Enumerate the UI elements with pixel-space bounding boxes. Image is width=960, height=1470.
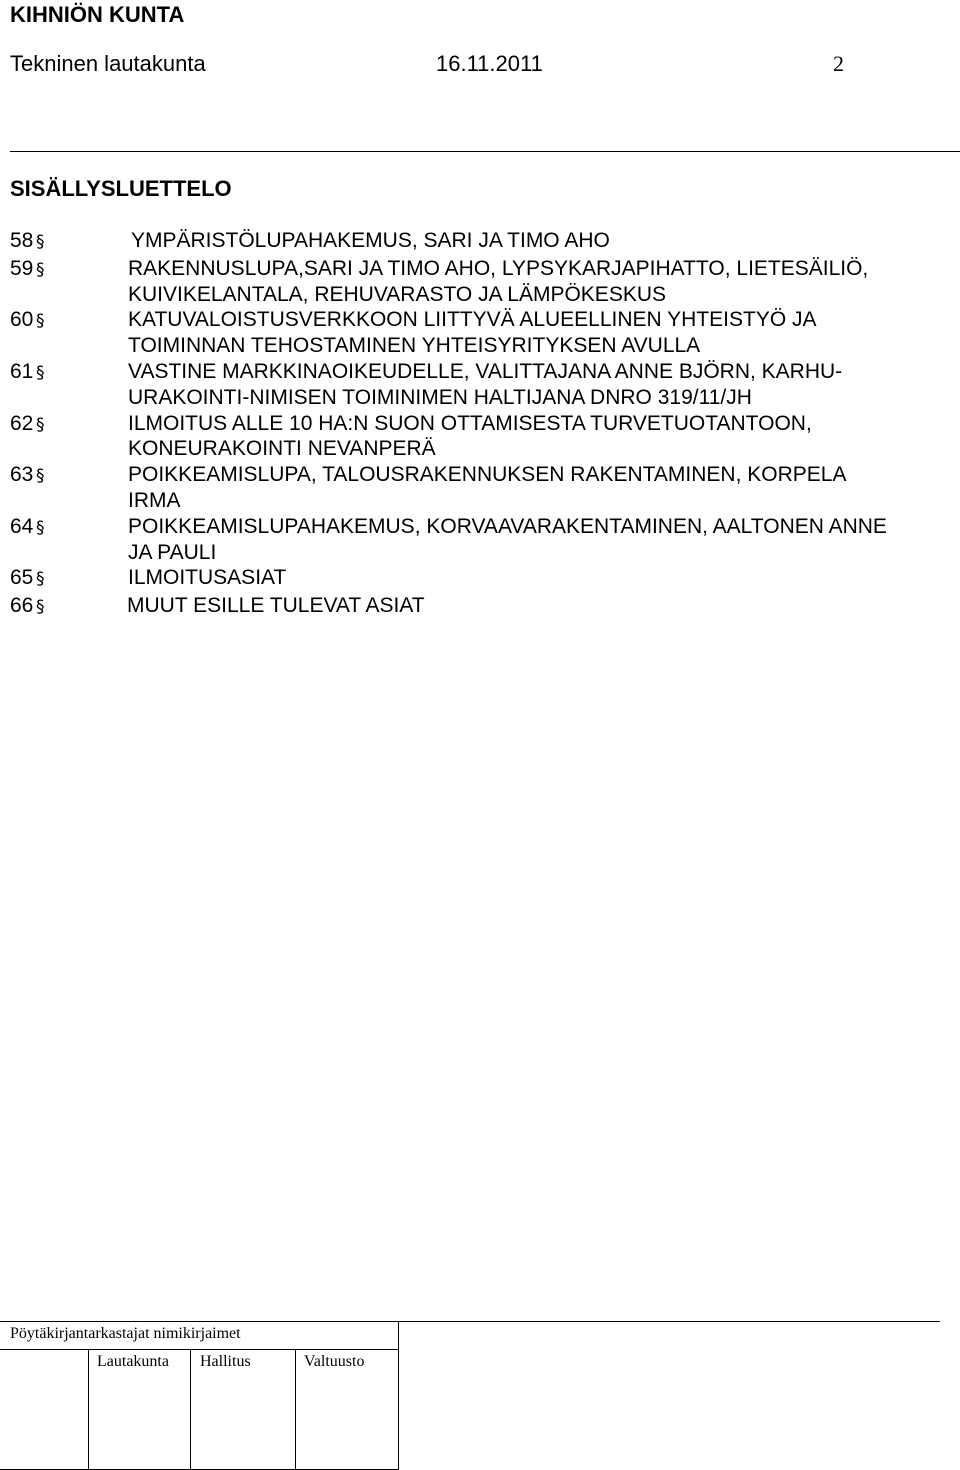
toc-title: SISÄLLYSLUETTELO [10, 176, 232, 201]
meeting-date: 16.11.2011 [436, 51, 543, 76]
initials-divider [0, 1349, 398, 1350]
toc-item-text: VASTINE MARKKINAOIKEUDELLE, VALITTAJANA ANNE BJÖRN, KARHU- URAKOINTI-NIMISEN TOIMINIMEN HALTIJANA DNRO 319/11/JH [128, 359, 843, 409]
column-label-lautakunta: Lautakunta [97, 1353, 169, 1370]
organization-name: KIHNIÖN KUNTA [10, 2, 185, 27]
toc-item-text: YMPÄRISTÖLUPAHAKEMUS, SARI JA TIMO AHO [131, 229, 610, 252]
initials-title: Pöytäkirjantarkastajat nimikirjaimet [10, 1325, 241, 1342]
section-sign: § [36, 311, 45, 332]
toc-item-60 [10, 307, 958, 359]
toc-item-text: POIKKEAMISLUPAHAKEMUS, KORVAAVARAKENTAMINEN, AALTONEN ANNE JA PAULI [128, 514, 887, 564]
toc-item-58 [10, 228, 958, 256]
toc-item-text: ILMOITUSASIAT [128, 566, 287, 590]
toc-item-number: 65 [10, 566, 34, 590]
toc-item-65 [10, 565, 958, 593]
toc-item-number: 60 [10, 308, 34, 332]
toc-item-text: ILMOITUS ALLE 10 HA:N SUON OTTAMISESTA TURVETUOTANTOON, KONEURAKOINTI NEVANPERÄ [128, 411, 812, 461]
section-sign: § [36, 466, 45, 487]
initials-box [0, 1322, 399, 1470]
toc-item-number: 63 [10, 463, 34, 487]
toc-item-text: POIKKEAMISLUPA, TALOUSRAKENNUKSEN RAKENTAMINEN, KORPELA IRMA [128, 463, 847, 512]
section-sign: § [36, 414, 45, 435]
initials-footer [0, 1321, 960, 1470]
toc-item-number: 61 [10, 359, 34, 383]
column-divider [88, 1349, 89, 1469]
toc-item-63 [10, 462, 958, 514]
toc-item-text: MUUT ESILLE TULEVAT ASIAT [127, 594, 425, 618]
table-of-contents [10, 228, 958, 621]
section-sign: § [36, 259, 45, 280]
section-sign: § [36, 597, 45, 618]
toc-item-number: 66 [10, 594, 34, 618]
toc-item-text: KATUVALOISTUSVERKKOON LIITTYVÄ ALUEELLINEN YHTEISTYÖ JA TOIMINNAN TEHOSTAMINEN YHTEISYRITYKSEN AVULLA [128, 308, 817, 358]
section-sign: § [36, 362, 45, 383]
toc-item-61 [10, 359, 958, 411]
committee-name: Tekninen lautakunta [10, 51, 206, 76]
toc-item-62 [10, 411, 958, 463]
toc-item-number: 64 [10, 514, 34, 538]
column-divider [295, 1349, 296, 1469]
toc-item-text: RAKENNUSLUPA,SARI JA TIMO AHO, LYPSYKARJAPIHATTO, LIETESÄILIÖ, KUIVIKELANTALA, REHUVARASTO JA LÄMPÖKESKUS [128, 256, 869, 306]
toc-item-number: 58 [10, 229, 34, 252]
toc-item-59 [10, 256, 958, 308]
column-divider [190, 1349, 191, 1469]
column-label-hallitus: Hallitus [200, 1353, 251, 1370]
page-number: 2 [833, 51, 844, 76]
column-label-valtuusto: Valtuusto [304, 1353, 365, 1370]
toc-item-64 [10, 514, 958, 566]
toc-item-number: 62 [10, 411, 34, 435]
toc-item-66 [10, 593, 958, 621]
toc-item-number: 59 [10, 256, 34, 280]
header-divider [10, 151, 960, 152]
section-sign: § [36, 569, 45, 590]
section-sign: § [36, 517, 45, 538]
section-sign: § [36, 232, 45, 252]
